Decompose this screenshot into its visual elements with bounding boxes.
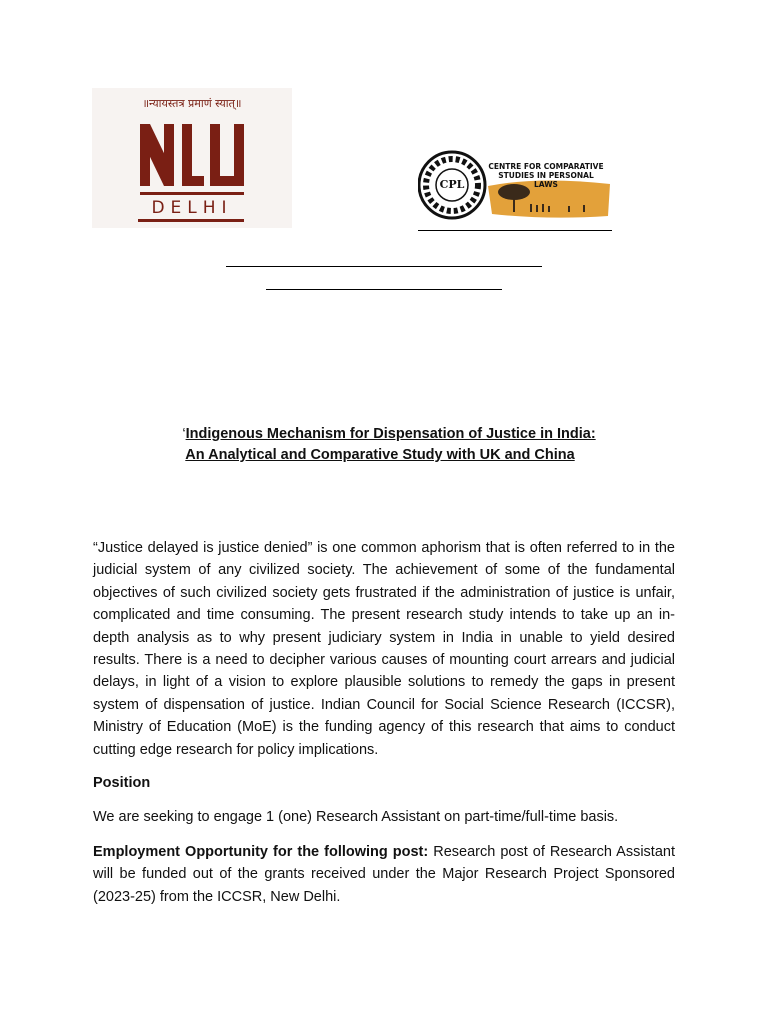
position-paragraph: We are seeking to engage 1 (one) Research Assistant on part-time/full-time basis.: [93, 809, 619, 825]
position-heading: Position: [93, 775, 151, 791]
title-line-2: An Analytical and Comparative Study with UK and China: [185, 447, 575, 463]
nlu-motto: ॥न्यायस्तत्र प्रमाणं स्यात्॥: [142, 97, 242, 110]
cpl-centre-name: CENTRE FOR COMPARATIVE STUDIES IN PERSONAL LAWS: [488, 162, 604, 189]
title-quote-mark: ‘: [182, 426, 186, 442]
blank-rule-short: [266, 289, 502, 290]
title-line-1: Indigenous Mechanism for Dispensation of Justice in India:: [185, 426, 596, 442]
employment-label: Employment Opportunity for the following post:: [93, 844, 429, 860]
blank-rule-long: [226, 266, 542, 267]
nlu-delhi-logo: [92, 88, 292, 228]
cpl-underline-rule: [418, 230, 612, 231]
nlu-city-label: DELHI: [151, 198, 233, 218]
cpl-abbreviation: CPL: [439, 178, 465, 191]
employment-text: Research post of Research Assistant will be funded out of the grants received under the Major Research Project Sponsored (2023-25) from the ICCSR, New Delhi.: [93, 844, 675, 905]
cpl-logo: [418, 146, 618, 224]
intro-paragraph: “Justice delayed is justice denied” is one common aphorism that is often referred to in the judicial system of any civilized society. The achievement of some of the fundamental objectives of such civilized society gets frustrated if the administration of justice is unfair, complicated and time consuming. The present research study intends to take up an in-depth analysis as to why present judiciary system in India in unable to yield desired results. There is a need to decipher various causes of mounting court arrears and judicial delays, in light of a vision to explore plausible solutions to remedy the gaps in present system of dispensation of justice. Indian Council for Social Science Research (ICCSR), Ministry of Education (MoE) is the funding agency of this research that aims to conduct cutting edge research for policy implications.: [93, 540, 675, 758]
document-title: [92, 424, 676, 466]
nlu-underline: [138, 219, 244, 222]
employment-paragraph: [93, 841, 675, 908]
